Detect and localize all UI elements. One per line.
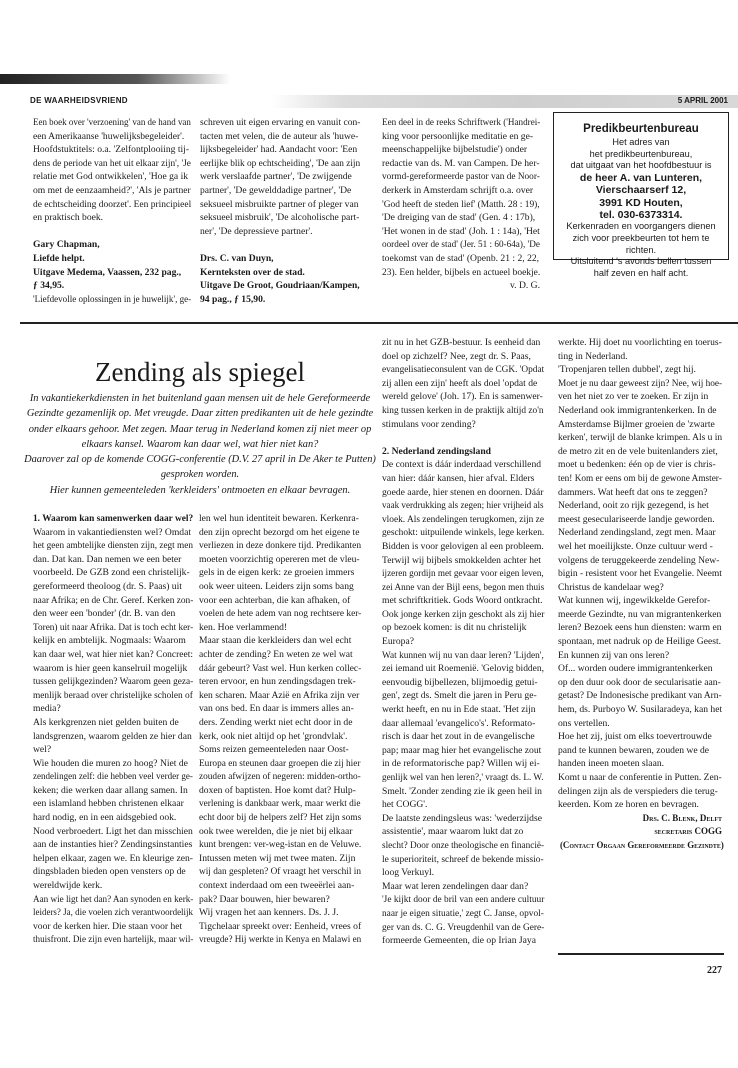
text-line: genlijk wel van hen leren?,' vraagt ds. L. W. [382, 772, 544, 783]
text-line: hard nodig, en in een aidsgebied ook. [33, 812, 177, 824]
text-line: zendelingen zelf: die hebben veel verder ge- [33, 771, 193, 783]
text-line: Wat kunnen wij nu van daar leren? 'Lijden', [382, 649, 544, 661]
text-line: den zijn oprecht bezorgd om het eigene te [199, 526, 360, 538]
text-line: het geen ambtelijke diensten zijn, zegt men [33, 540, 193, 552]
text-line: zich voor preekbeurten tot hem te [572, 233, 710, 243]
blank-line [382, 431, 544, 445]
text-line: tacten met velen, die de auteur als 'huwe- [200, 130, 359, 142]
text-line: dat uitgaat van het hoofdbestuur is [570, 160, 712, 171]
book-details: Kernteksten over de stad. [200, 266, 305, 278]
text-line: achter de zending? En weten ze wel wat [199, 648, 353, 660]
book-details: Gary Chapman, [33, 239, 100, 251]
text-line: naar Afrika; en de Chr. Geref. Kerken zon- [33, 594, 194, 606]
text-line: loog Verkuyl. [382, 867, 435, 879]
text-line: Maar staan die kerkleiders dan wel echt [199, 635, 352, 647]
text-line: elkaars kansel. Waarom kan daar wel, wat hier niet kan? [81, 438, 319, 450]
text-line: En kunnen zij van ons leren? [558, 649, 670, 661]
text-line: Ook jonge kerken zijn geschokt als zij hier [382, 608, 545, 620]
author-signature: secretaris COGG [654, 826, 722, 837]
reviewer-initials: v. D. G. [509, 280, 540, 292]
text-line: van ons bed. En daar is immers alles an- [199, 703, 354, 715]
text-line: dingsbladen bieden open vensters op de [33, 866, 186, 878]
text-line: Gezindte gezamenlijk op. Met vreugde. Daar zitten predikanten uit de hele gezindte [26, 408, 374, 420]
text-line: lijksbegeleider' had. Aandacht voor: 'Een [200, 144, 358, 156]
text-line: redactie van ds. M. van Campen. De her- [382, 157, 540, 169]
text-line: gereformeerd theoloog (dr. S. Paas) uit [33, 580, 182, 592]
text-line: Maar wat leren zendelingen daar dan? [382, 880, 529, 892]
text-line: wereldwijde kerk. [33, 880, 103, 892]
text-line: 'Tropenjaren tellen dubbel', zegt hij. [558, 364, 696, 376]
box-intro [554, 137, 728, 172]
text-line: Aan wie ligt het dan? Aan synoden en kerk- [33, 893, 194, 905]
text-line: thuisfront. Die zijn even hartelijk, maar wil- [33, 934, 194, 946]
text-line: echt door bij de helpers zelf? Het zijn soms [199, 812, 362, 824]
text-line: gels in de eigen kerk: ze groeien immers [199, 567, 355, 579]
text-line: ner', 'De depressieve partner'. [200, 225, 313, 237]
text-line: Of... worden oudere immigrantenkerken [558, 663, 713, 675]
text-line: gen', zegt ds. Smelt die jaren in Peru ge- [382, 690, 537, 702]
text-line: Waarom in vakantiediensten wel? Omdat [33, 526, 192, 538]
text-line: Toren) uit naar Afrika. Dat is toch echt ker- [33, 621, 194, 633]
text-line: Europa en steunen daar groepen die zij hier [199, 757, 361, 769]
text-line: zij allen een zijn' heeft als doel 'opdat de [382, 377, 538, 389]
text-line: den weer een 'bonder' (dr. B. van den [33, 608, 176, 620]
text-line: Intussen meten wij met twee maten. Zijn [199, 852, 356, 864]
text-line: meest geseculariseerde landje geworden. [558, 513, 715, 525]
box-title: Predikbeurtenbureau [583, 123, 699, 135]
text-line: voor een achterban, die kan afhaken, of [199, 594, 351, 606]
text-line: Daarover zal op de komende COGG-conferentie (D.V. 27 april in De Aker te Putten) [24, 454, 376, 466]
text-line: geschokt: uitpuilende winkels, lege kerken. [382, 527, 545, 539]
text-line: len wel hun identiteit bewaren. Kerkenra- [199, 513, 359, 524]
text-line: Als kerkgrenzen niet gelden buiten de [33, 716, 179, 728]
text-line: Tigchelaar spreekt over: Eenheid, vrees of [199, 920, 362, 932]
text-line: van hier: dáár kansen, hier afval. Elders [382, 472, 535, 484]
text-line: relatie met God ontwikkelen', 'Hoe ga ik [33, 171, 189, 183]
text-line: tel. 030-6373314. [599, 209, 683, 221]
text-line: gesproken worden. [160, 469, 240, 481]
text-line: Het adres van [612, 137, 670, 147]
text-line: een islamland hebben christenen elkaar [33, 798, 184, 810]
text-line: vloek. Als zendelingen terugkomen, zijn ze [382, 513, 544, 525]
text-line: meenschappelijke bijbelstudie') onder [382, 144, 528, 156]
text-line: assistentie', maar waarom lukt dat zo [382, 826, 524, 838]
book-details: 94 pag., ƒ 15,90. [200, 293, 266, 305]
section-divider [20, 322, 738, 324]
book-details: Liefde helpt. [33, 252, 85, 264]
text-line: 'Je kijkt door de bril van een andere cultuur [382, 894, 545, 906]
text-line: in de reformatorische pap? Willen wij ei- [382, 758, 540, 770]
book-details: ƒ 34,95. [33, 280, 65, 292]
text-line: zei Anne van der Bijl eens, begon men thuis [382, 581, 545, 593]
text-line: pand te kunnen bewaren, zouden we de [558, 744, 710, 756]
text-line: Moet je nu daar geweest zijn? Nee, wij hoe- [558, 377, 723, 389]
text-line: Soms reizen gemeenteleden naar Oost- [199, 744, 349, 756]
text-line: Nederland, ooit zo rijk gezegend, is het [558, 500, 709, 512]
text-line: derkerk in Amsterdam schrijft o.a. over [382, 184, 534, 196]
text-line: kerken', terwijl de blanke krimpen. Als u in [558, 432, 723, 444]
text-line: 23). Een helder, bijbels en actueel boekje. [382, 266, 541, 278]
text-line: Hier kunnen gemeenteleden 'kerkleiders' ontmoeten en elkaar bevragen. [49, 484, 351, 496]
text-line: met schriftkritiek. Gods Woord ontkracht. [382, 595, 543, 607]
text-line: Wat kunnen wij, ingewikkelde Gerefor- [558, 595, 711, 607]
text-line: Christus de kandelaar weg? [558, 581, 664, 593]
text-line: Amsterdamse Bijlmer groeien de 'zwarte [558, 418, 715, 430]
text-line: king tussen kerken in de praktijk altijd zo'n [382, 404, 544, 416]
text-line: goede aarde, hier stenen en doornen. Dáár [382, 486, 544, 498]
text-line: schreven uit eigen ervaring en vanuit con- [200, 117, 361, 128]
text-line: teren ervoor, en hun zendingsdagen trek- [199, 676, 356, 688]
text-line: werkte. Hij doet nu voorlichting en toerus- [558, 337, 722, 348]
text-line: werkt heeft, en nu in Ede staat. 'Het zijn [382, 704, 536, 716]
text-line: Komt u naar de conferentie in Putten. Zen- [558, 772, 722, 783]
text-line: zouden afwijzen of negeren: midden-ortho- [199, 771, 361, 783]
text-line: kerk, ook niet altijd op het 'grondvlak'. [199, 730, 348, 742]
page-number: 227 [707, 965, 722, 976]
text-line: context inderdaad om een tweeërlei aan- [199, 880, 355, 892]
text-line: Nederland ook immigrantenkerken. In de [558, 404, 717, 416]
text-line: De context is dáár inderdaad verschillend [382, 459, 542, 471]
text-line: Wie houden die muren zo hoog? Niet de [33, 757, 188, 769]
text-line: Terwijl wij bijbels smokkelden achter het [382, 554, 541, 566]
text-line: vaak verdrukking als zegen; hier vrijheid als [382, 500, 544, 512]
text-line: op den duur ook door de secularisatie aan- [558, 676, 721, 688]
book-details: Drs. C. van Duyn, [200, 252, 274, 264]
text-line: ten! Kom er eens om bij de gewone Amster- [558, 472, 722, 484]
publication-name: DE WAARHEIDSVRIEND [30, 96, 128, 105]
box-note [554, 221, 728, 279]
author-signature: (Contact Orgaan Gereformeerde Gezindte) [559, 839, 724, 850]
text-line: ger van ds. C. G. Vreugdenhil van de Gere- [382, 921, 545, 933]
text-line: oordeel over de stad' (Jer. 51 : 60-64a), 'De [382, 239, 540, 251]
text-line: dáár gebeurt? Vast wel. Hun kerken collec- [199, 662, 362, 674]
text-line: In vakantiekerkdiensten in het buitenland gaan mensen uit de hele Gereformeerde [29, 393, 371, 404]
text-line: richten. [625, 244, 657, 255]
text-line: menlijk beraad over christelijke scholen of [33, 689, 193, 701]
text-line: 'De dreiging van de stad' (Gen. 4 : 17b), [382, 212, 536, 224]
text-line: wel? [33, 744, 52, 756]
text-line: king voor persoonlijke meditatie en ge- [382, 130, 534, 142]
text-line: toekomst van de stad' (Openb. 21 : 2, 22, [382, 252, 540, 264]
text-line: doel op zichzelf? Nee, zegt dr. S. Paas, [382, 350, 531, 362]
text-line: zit nu in het GZB-bestuur. Is eenheid dan [382, 337, 541, 348]
text-line: wereld gelove' (Joh. 17). En is samenwer- [382, 391, 543, 403]
article-column-4 [558, 336, 722, 853]
review-column-1 [33, 116, 191, 306]
text-line: ders. Zending werkt niet echt door in de [199, 716, 353, 728]
text-line: evangelisatieconsulent van de CGK. 'Opdat [382, 364, 545, 376]
section-heading: 2. Nederland zendingsland [382, 445, 492, 457]
issue-date: 5 APRIL 2001 [677, 96, 728, 105]
author-signature: Drs. C. Blenk, Delft [642, 812, 722, 823]
text-line: media? [33, 703, 61, 715]
text-line: Nederland zendingsland, zegt men. Maar [558, 527, 716, 539]
text-line: ting in Nederland. [558, 350, 628, 362]
text-line: onder elkaars gehoor. Met zegen. Maar terug in Nederland komen zij niet meer op [28, 423, 372, 435]
text-line: Een deel in de reeks Schriftwerk ('Handrei- [382, 117, 541, 128]
text-line: Een boek over 'verzoening' van de hand van [33, 117, 191, 128]
text-line: kelijk en ambtelijk. Nogmaals: Waarom [33, 635, 186, 647]
text-line: en praktisch boek. [33, 212, 104, 224]
text-line: 'God heeft de steden lief' (Matth. 28 : 19), [382, 198, 540, 210]
section-heading: 1. Waarom kan samenwerken daar wel? [33, 513, 194, 524]
text-line: ons vertellen. [558, 717, 610, 729]
text-line: het predikbeurtenbureau, [589, 148, 693, 159]
text-line: landsgrenzen, waarom gelden ze hier dan [33, 730, 192, 742]
text-line: Kerkenraden en voorgangers dienen [566, 221, 716, 232]
text-line: pak? Daar bouwen, hier bewaren? [199, 893, 330, 905]
text-line: doxen of baptisten. Hoe komt dat? Hulp- [199, 784, 356, 796]
book-details: Uitgave Medema, Vaassen, 232 pag., [33, 266, 182, 278]
text-line: voor de kerken hier. Die staan voor het [33, 920, 183, 932]
text-line: de metro zit en de vele buitenlanders ziet, [558, 445, 718, 457]
text-line: De laatste zendingsleus was: 'wederzijdse [382, 812, 542, 824]
text-line: pap; maar mag hier het evangelische zout [382, 744, 542, 756]
text-line: ken scharen. Maar Azië en Afrika zijn ver [199, 689, 360, 701]
text-line: stimulans voor zending? [382, 418, 476, 430]
text-line: verlening is dankbaar werk, maar werkt die [199, 798, 361, 810]
text-line: wij dan gespleten? Of vraagt het verschil in [199, 866, 362, 878]
text-line: aan de instanties hier? Zendingsinstanties [33, 839, 193, 851]
text-line: ven het niet zo ver te zoeken. Er zijn in [558, 391, 709, 403]
text-line: om met de eenzaamheid?', 'Als je partner [33, 184, 191, 196]
text-line: een Amerikaanse 'huwelijksbegeleider'. [33, 130, 185, 142]
text-line: partner', 'De gewelddadige partner', 'De [200, 184, 352, 196]
text-line: ook weer uiteen. Leiders zijn soms bang [199, 580, 354, 592]
text-line: 'Liefdevolle oplossingen in je huwelijk', ge- [33, 293, 192, 305]
text-line: kunt brengen: ver-weg-istan en de Veluwe. [199, 839, 362, 851]
text-line: dammers. Wat heeft dat ons te zeggen? [558, 486, 708, 498]
text-line: Hoe het zij, juist om elks toevertrouwde [558, 731, 712, 743]
text-line: 'Het wonen in de stad' (Joh. 1 : 14a), 'Het [382, 225, 540, 237]
footer-rule [558, 953, 724, 955]
text-line: verliezen in deze donkere tijd. Predikanten [199, 540, 362, 552]
text-line: handen ineen moeten slaan. [558, 758, 665, 770]
text-line: volgens de teruggekeerde zendeling New- [558, 554, 720, 566]
text-line: Wij vragen het aan kenners. Ds. J. J. [199, 907, 339, 919]
text-line: ook twee werelden, die je niet bij elkaar [199, 825, 353, 837]
text-line: vormd-gereformeerde pastor van de Noor- [382, 171, 540, 183]
text-line: Nood verbroedert. Ligt het dan misschien [33, 825, 193, 837]
text-line: keerden. Kom ze horen en bevragen. [558, 799, 699, 811]
text-line: Uitsluitend 's avonds bellen tussen [570, 256, 712, 267]
text-line: hem, ds. Purboyo W. Susilaradeya, kan het [558, 704, 723, 716]
text-line: meerde Gezindte, nu van migrantenkerken [558, 608, 722, 620]
text-line: werk verslaafde partner', 'De zwijgende [200, 171, 352, 183]
text-line: kan daar wel, wat hier niet kan? Concreet: [33, 648, 193, 660]
text-line: spontaan, met nadruk op de Heilige Geest. [558, 636, 722, 648]
text-line: seksueel misbruik', 'De alcoholische part- [200, 212, 360, 224]
text-line: bigin - resistent voor het Evangelie. Neemt [558, 568, 722, 580]
text-line: keken; die werken daar allang samen. In [33, 784, 188, 796]
text-line: vreugde? Hij werkte in Kenya en Malawi en [199, 934, 362, 946]
blank-line [33, 225, 191, 239]
text-line: half zeven en half acht. [593, 267, 689, 278]
text-line: de echtscheiding doorzet'. Een principieel [33, 198, 192, 210]
text-line: Smelt. 'Zonder zending zie ik geen heil in [382, 785, 542, 797]
text-line: delingen zijn als de verspieders die terug- [558, 785, 718, 797]
text-line: le superioriteit, schreef de bekende missio- [382, 853, 544, 865]
text-line: voelen de hete adem van nog rechtsere ker- [199, 608, 362, 620]
text-line: moeten voorzichtig opereren met de vleu- [199, 553, 360, 565]
text-line: slecht? Door onze theologische en financië- [382, 839, 545, 851]
text-line: Vierschaarserf 12, [595, 184, 687, 197]
article-title: Zending als spiegel [95, 357, 305, 387]
text-line: Hoofdstuktitels: o.a. 'Zelfontplooiing tij- [33, 144, 190, 156]
text-line: wel het moeilijkste. Onze cultuur werd - [558, 540, 713, 552]
article-intro [22, 391, 378, 498]
text-line: leren? Bezoek eens hun diensten: warm en [558, 622, 722, 634]
text-line: ken. Hoe verlammend! [199, 621, 288, 633]
box-address [554, 172, 728, 222]
text-line: zei iemand uit Roemenië. 'Gelovig bidden, [382, 663, 544, 675]
article-column-2 [199, 512, 361, 947]
scan-artifact [0, 74, 230, 84]
text-line: tussen gelijkgezinden? Waarom geen geza- [33, 676, 194, 688]
text-line: risch is daar het zout in de evangelische [382, 731, 535, 743]
text-line: leiders? Ja, die voelen zich verantwoordelijk [33, 907, 194, 919]
text-line: dens de periode van het uit elkaar zijn', 'Je [33, 157, 191, 169]
text-line: het COGG'. [382, 799, 428, 811]
text-line: Europa? [382, 636, 414, 648]
text-line: getast? De Indonesische predikant van Arn- [558, 690, 722, 702]
text-line: Bidden is voor gelovigen al een probleem. [382, 540, 544, 552]
text-line: voorbeeld. De GZB zond een christelijk- [33, 567, 190, 579]
text-line: helpen elkaar, zagen we. En kleurige zen- [33, 852, 193, 864]
predikbeurtenbureau-box [553, 112, 729, 278]
text-line: daar allemaal 'evangelico's'. Reformato- [382, 717, 536, 729]
text-line: formeerde Gemeenten, die op Irian Jaya [382, 935, 536, 947]
text-line: seksueel misbruikte partner of pleger van [200, 198, 359, 210]
text-line: op bezoek komen: is dit nu christelijk [382, 622, 527, 634]
blank-line [200, 238, 360, 252]
text-line: 3991 KD Houten, [599, 196, 683, 209]
text-line: naar je eigen situatie,' zegt C. Janse, opvol- [382, 907, 544, 919]
book-details: Uitgave De Groot, Goudriaan/Kampen, [200, 280, 360, 292]
text-line: de heer A. van Lunteren, [579, 171, 703, 184]
text-line: eerlijke blik op echtscheiding', 'De aan zijn [200, 157, 361, 169]
text-line: moet u bedenken: één op de vier is chris- [558, 459, 716, 471]
text-line: eenvoudig bijbellezen, blijmoedig getui- [382, 676, 538, 688]
text-line: waarom is hier geen kanselruil mogelijk [33, 662, 188, 674]
article-column-3 [382, 336, 544, 948]
review-column-2 [200, 116, 360, 306]
review-column-3 [382, 116, 540, 293]
text-line: dan. Dat kan. Dan nemen we een beter [33, 553, 182, 565]
text-line: ijzeren gordijn met gevaar voor eigen leven, [382, 568, 544, 580]
article-column-1 [33, 512, 193, 947]
